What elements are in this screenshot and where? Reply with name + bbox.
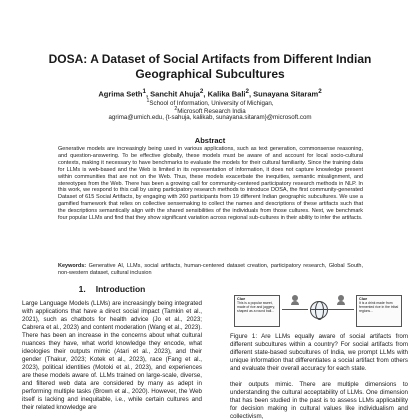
keywords-label: Keywords: (58, 263, 87, 269)
section-number: 1. (78, 284, 86, 294)
affiliation-sup: 2 (174, 106, 178, 112)
figure-clue-text: This is a popular sweet, made of rice and jaggery, shaped as a round ball... (237, 301, 276, 313)
author-name: Sunayana Sitaram (253, 89, 319, 99)
figure-clue-box-left (234, 295, 280, 327)
figure-arrow (328, 309, 354, 310)
author-list: Agrima Seth$^1$, Sanchit Ahuja$^2$, Kalika Bali$^2$, Sunayana Sitaram$^2$ (98, 88, 322, 99)
affiliation-text: Microsoft Research India (177, 108, 246, 116)
author-sup: 2 (245, 88, 249, 95)
section-title: Introduction (95, 284, 146, 294)
figure-clue-text: It is a drink made from fermented rice in the tribal regions... (359, 301, 399, 313)
person-icon (338, 295, 344, 301)
author-name: Agrima Seth (98, 89, 143, 99)
globe-icon (310, 301, 328, 319)
intro-paragraph: Large Language Models (LLMs) are increasingly being integrated with applications that have a direct social impact (Tamkin et al., 2021), such as chatbots for health advice (Jo et al., 2023; Cabrera et al., 2023) and content moderation (Wang et al., 2023). There has been an increase in the concerns about what cultural nuances they have, what world knowledge they encode, what ideologies their outputs mimic (Atari et al., 2023), and their gender (Thakur, 2023; Kotek et al., 2023), race (Fang et al., 2023), political identities (Motoki et al., 2023), and experiences are these models aware of. LLMs trained on large-scale, diverse, and filtered web data are considered by many as adept in performing multiple tasks (Brown et al., 2020). However, the Web itself is lacking and inequitable, i.e., while certain cultures and their related knowledge are (22, 300, 202, 411)
keywords-text: Generative AI, LLMs, social artifacts, human-centered dataset creation, participatory research, Global South, non-western dataset, cultural inclusion (58, 263, 364, 276)
figure-arrow (282, 309, 308, 310)
author-name: Kalika Bali (207, 89, 246, 99)
affiliation-text: School of Information, University of Michigan, (149, 100, 274, 108)
figure-caption: Figure 1: Are LLMs equally aware of social artifacts from different subcultures within a country? For social artifacts from different state-based subcultures of India, we prompt LLMs with unique information that differentiates a social artifact from others and evaluate their overall accuracy for each state. (230, 333, 408, 372)
author-emails: agrima@umich.edu, {t-sahuja, kalikab, sunayana.sitaram}@microsoft.com (108, 114, 312, 121)
figure-1 (232, 291, 404, 331)
author-name: Sanchit Ahuja (150, 89, 200, 99)
right-column-paragraph: their outputs mimic. There are multiple dimensions to understanding the cultural acceptability of LLMs. One dimension that has been studied in the past is to assess LLMs applicability for decision making in cultural values like individualism and collectivism, (230, 381, 408, 420)
affiliation-sup: 1 (146, 98, 150, 104)
abstract-text: Generative models are increasingly being used in various applications, such as text generation, commonsense reasoning, and question-answering. To be effective globally, these models must be aware of and account for local socio-cultural contexts, making it necessary to have benchmarks to evaluate the models for their cultural familiarity. Since the training data for LLMs is web-based and the Web is limited in its representation of information, it does not capture knowledge present within communities that are not on the Web. Thus, these models exacerbate the inequities, semantic misalignment, and stereotypes from the Web. There has been a growing call for community-centered participatory research methods in NLP. In this work, we respond to this call by using participatory research methods to introduce DOSA, the first community-generated Dataset of 615 Social Artifacts, by engaging with 260 participants from 19 different Indian geographic subcultures. We use a gamified framework that relies on collective sensemaking to collect the names and descriptions of these artifacts such that the descriptions semantically align with the shared sensibilities of the individuals from those cultures. Next, we benchmark four popular LLMs and find that they show significant variation across regional sub-cultures in their ability to infer the artifacts. (58, 146, 363, 222)
figure-clue-label: Clue (237, 297, 246, 301)
section-heading (22, 284, 202, 294)
figure-clue-box-right (356, 295, 402, 327)
abstract-heading: Abstract (194, 136, 226, 145)
author-sup: 1 (142, 88, 146, 95)
keywords (58, 263, 363, 277)
author-sup: 2 (199, 88, 204, 95)
person-icon (292, 295, 298, 301)
figure-clue-label: Clue (359, 297, 368, 301)
author-sup: 2 (318, 88, 322, 95)
paper-title: DOSA: A Dataset of Social Artifacts from Different Indian Geographical Subcultures (48, 52, 372, 81)
